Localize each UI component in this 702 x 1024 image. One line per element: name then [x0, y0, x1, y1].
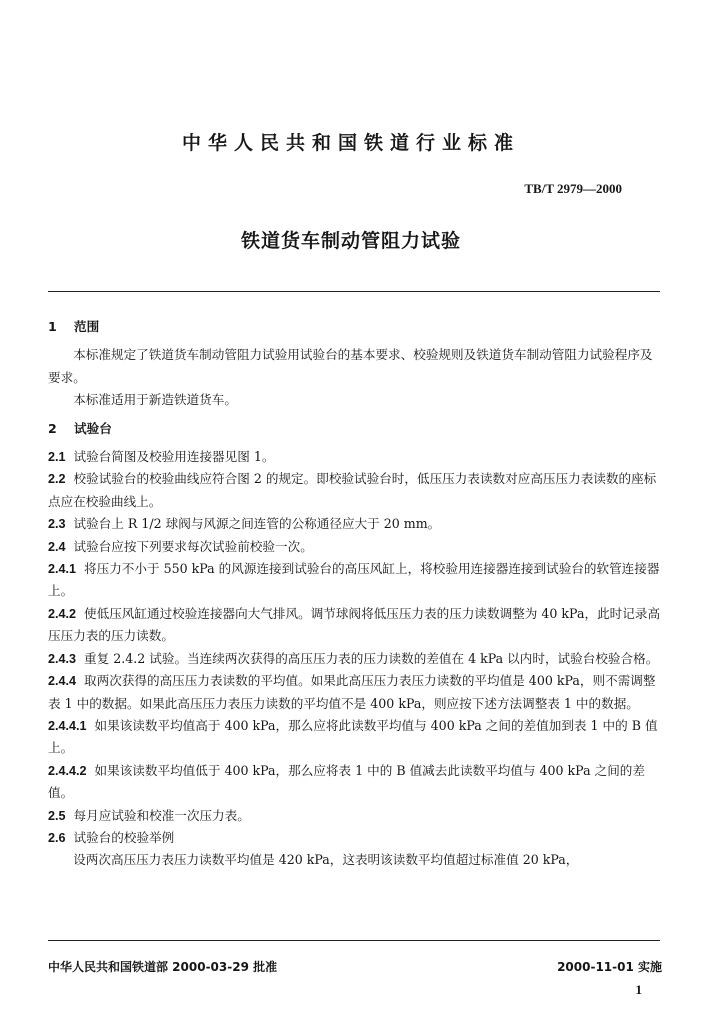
clause-number: 2.4.4 — [48, 674, 77, 689]
section-heading-1 — [48, 316, 663, 338]
clause-number: 2.4.1 — [48, 562, 77, 577]
clause-2-4-2 — [48, 603, 663, 648]
clause-text: 试验台应按下列要求每次试验前校验一次。 — [73, 538, 313, 554]
standard-title: 中华人民共和国铁道行业标准 — [181, 132, 520, 154]
example-paragraph: 设两次高压压力表压力读数平均值是 420 kPa，这表明该读数平均值超过标准值 20 kPa， — [73, 852, 579, 868]
clause-2-3 — [48, 513, 663, 535]
clause-2-1 — [48, 446, 663, 468]
clause-2-4-4-2 — [48, 760, 663, 805]
scope-paragraph-2: 本标准适用于新造铁道货车。 — [73, 392, 237, 408]
clause-text: 重复 2.4.2 试验。当连续两次获得的高压压力表的压力读数的差值在 4 kPa 以内时，试验台校验合格。 — [84, 650, 659, 666]
clause-number: 2.4 — [48, 539, 66, 554]
section-number: 2 — [48, 420, 57, 436]
scope-paragraph-1: 本标准规定了铁道货车制动管阻力试验用试验台的基本要求、校验规则及铁道货车制动管阻力试验程序及要求。 — [48, 347, 653, 385]
clause-text: 试验台简图及校验用连接器见图 1。 — [73, 449, 275, 465]
document-title: 铁道货车制动管阻力试验 — [240, 230, 461, 252]
clause-2-5 — [48, 805, 663, 827]
clause-number: 2.4.3 — [48, 651, 77, 666]
section-heading-2 — [48, 418, 663, 440]
clause-2-6 — [48, 827, 663, 849]
clause-text: 如果该读数平均值低于 400 kPa，那么应将表 1 中的 B 值减去此读数平均值与 400 kPa 之间的差值。 — [48, 762, 645, 801]
approval-statement: 中华人民共和国铁道部 2000-03-29 批准 — [48, 960, 278, 974]
clause-2-4-3 — [48, 648, 663, 670]
document-body — [48, 310, 663, 872]
footer-divider — [48, 940, 660, 941]
clause-text: 每月应试验和校准一次压力表。 — [73, 807, 250, 823]
clause-text: 将压力不小于 550 kPa 的风源连接到试验台的高压风缸上，将校验用连接器连接到试验台的软管连接器上。 — [48, 561, 660, 599]
standard-number: TB/T 2979—2000 — [524, 181, 622, 196]
clause-number: 2.4.4.2 — [48, 763, 87, 778]
clause-number: 2.6 — [48, 830, 66, 845]
clause-text: 校验试验台的校验曲线应符合图 2 的规定。即校验试验台时，低压压力表读数对应高压压力表读数的座标点应在校验曲线上。 — [48, 471, 657, 509]
clause-number: 2.3 — [48, 517, 66, 532]
clause-2-4-4-1 — [48, 715, 663, 760]
clause-number: 2.4.4.1 — [48, 718, 87, 733]
clause-number: 2.2 — [48, 472, 66, 487]
section-title: 范围 — [74, 319, 100, 334]
clause-text: 取两次获得的高压压力表读数的平均值。如果此高压压力表压力读数的平均值是 400 kPa，则不需调整表 1 中的数据。如果此高压压力表压力读数的平均值不是 400 kPa，则应按下述方法调整表 1 中的数据。 — [48, 673, 656, 711]
header-divider — [48, 291, 660, 292]
clause-2-4-4 — [48, 670, 663, 715]
clause-2-2 — [48, 468, 663, 513]
clause-text: 试验台的校验举例 — [73, 829, 175, 845]
section-number: 1 — [48, 319, 57, 334]
clause-2-4 — [48, 536, 663, 558]
clause-number: 2.5 — [48, 808, 66, 823]
section-title: 试验台 — [74, 420, 112, 436]
effective-date: 2000-11-01 实施 — [557, 960, 662, 974]
clause-number: 2.4.2 — [48, 606, 77, 621]
clause-number: 2.1 — [48, 450, 66, 465]
clause-2-4-1 — [48, 558, 663, 603]
clause-text: 如果该读数平均值高于 400 kPa，那么应将此读数平均值与 400 kPa 之间的差值加到表 1 中的 B 值上。 — [48, 717, 658, 756]
page-number: 1 — [635, 982, 642, 997]
clause-text: 使低压风缸通过校验连接器向大气排风。调节球阀将低压压力表的压力读数调整为 40 kPa，此时记录高压压力表的压力读数。 — [48, 605, 661, 644]
clause-text: 试验台上 R 1/2 球阀与风源之间连管的公称通径应大于 20 mm。 — [73, 516, 441, 532]
